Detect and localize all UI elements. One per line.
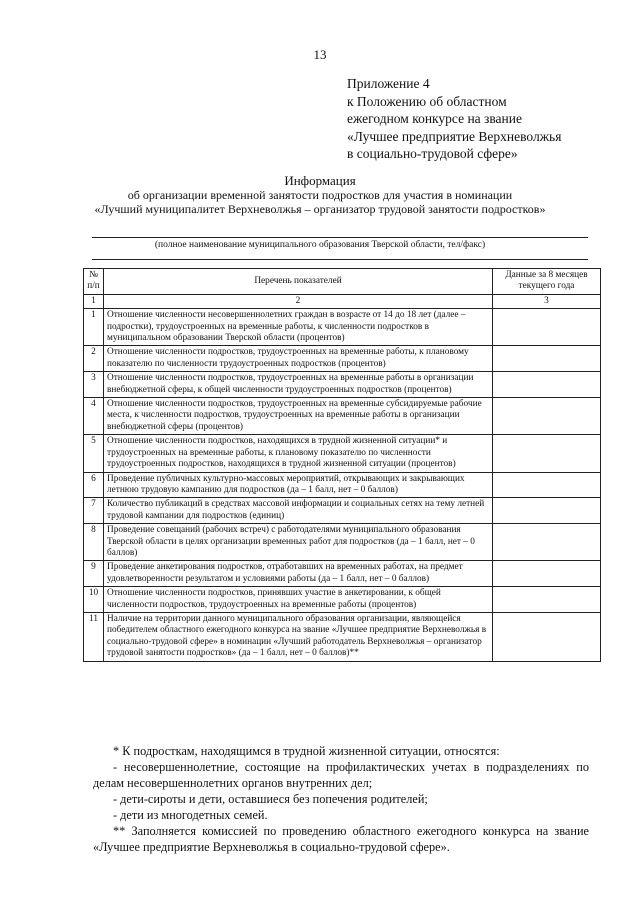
row-number: 6: [84, 472, 104, 498]
municipality-fill-line: [92, 237, 588, 238]
header-num: № п/п: [84, 269, 104, 295]
table-column-numbers-row: [84, 294, 601, 308]
table-row: [84, 587, 601, 613]
row-indicator: Проведение совещаний (рабочих встреч) с работодателями муниципального образования Тверской области в целях организации временных работ для подростков (да – 1 балл, нет – 0 баллов): [104, 524, 493, 561]
row-number: 2: [84, 346, 104, 372]
table-row: [84, 372, 601, 398]
appendix-line: ежегодном конкурсе на звание: [347, 111, 522, 126]
table-row: [84, 472, 601, 498]
page-number: 13: [313, 47, 327, 62]
row-number: 4: [84, 398, 104, 435]
municipality-fill-line-2: [92, 259, 588, 260]
col-number: 3: [493, 294, 601, 308]
header-indicators: Перечень показателей: [104, 269, 493, 295]
appendix-line: Приложение 4: [347, 76, 430, 91]
municipality-caption: (полное наименование муниципального образования Тверской области, тел/факс): [154, 240, 486, 250]
appendix-line: в социально-трудовой сфере»: [347, 146, 518, 161]
row-number: 10: [84, 587, 104, 613]
row-indicator: Количество публикаций в средствах массовой информации и социальных сетях на тему летней трудовой кампании для подростков (единиц): [104, 498, 493, 524]
row-value: [493, 472, 601, 498]
row-indicator: Отношение численности подростков, принявших участие в анкетировании, к общей численности подростков, трудоустроенных на временные работы (процентов): [104, 587, 493, 613]
footnote-1-intro: * К подросткам, находящимся в трудной жизненной ситуации, относятся:: [113, 744, 500, 758]
row-value: [493, 587, 601, 613]
row-value: [493, 346, 601, 372]
row-value: [493, 524, 601, 561]
indicators-table: [83, 268, 601, 662]
table-row: [84, 524, 601, 561]
row-value: [493, 612, 601, 661]
table-row: [84, 561, 601, 587]
table-row: [84, 498, 601, 524]
row-indicator: Отношение численности подростков, трудоустроенных на временные субсидируемые рабочие места, к численности подростков, трудоустроенных на временные работы в организации внебюджетной сферы (процентов): [104, 398, 493, 435]
row-indicator: Отношение численности подростков, трудоустроенных на временные работы, к плановому показателю по численности трудоустроенных подростков (процентов): [104, 346, 493, 372]
row-number: 3: [84, 372, 104, 398]
row-value: [493, 435, 601, 472]
row-indicator: Отношение численности подростков, находящихся в трудной жизненной ситуации* и трудоустроенных на временные работы, к плановому показателю по численности трудоустроенных подростков, находящихся в трудной жизненной ситуации (процентов): [104, 435, 493, 472]
col-number: 1: [84, 294, 104, 308]
row-number: 9: [84, 561, 104, 587]
info-title: Информация: [284, 173, 356, 188]
col-number: 2: [104, 294, 493, 308]
row-value: [493, 372, 601, 398]
table-row: [84, 612, 601, 661]
footnote-item: - дети-сироты и дети, оставшиеся без попечения родителей;: [113, 792, 428, 806]
footnote-item: - дети из многодетных семей.: [113, 808, 268, 822]
footnotes: [93, 743, 589, 855]
header-data: Данные за 8 месяцев текущего года: [493, 269, 601, 295]
table-row: [84, 309, 601, 346]
footnote-item: - несовершеннолетние, состоящие на профилактических учетах в подразделениях по делам несовершеннолетних органов внутренних дел;: [93, 760, 589, 790]
info-subtitle-line-1: об организации временной занятости подростков для участия в номинации: [127, 188, 513, 202]
table-row: [84, 398, 601, 435]
row-indicator: Проведение публичных культурно-массовых мероприятий, открывающих и закрывающих летнюю трудовую кампанию для подростков (да – 1 балл, нет – 0 баллов): [104, 472, 493, 498]
table-row: [84, 435, 601, 472]
row-indicator: Наличие на территории данного муниципального образования организации, являющейся победителем областного ежегодного конкурса на звание «Лучшее предприятие Верхневолжья в социально-трудовой сфере» в номинации «Лучший работодатель Верхневолжья – организатор трудовой занятости подростков» (да – 1 балл, нет – 0 баллов)**: [104, 612, 493, 661]
row-value: [493, 398, 601, 435]
row-indicator: Проведение анкетирования подростков, отработавших на временных работах, на предмет удовлетворенности результатом и условиями работы (да – 1 балл, нет – 0 баллов): [104, 561, 493, 587]
appendix-line: «Лучшее предприятие Верхневолжья: [347, 128, 562, 144]
row-number: 8: [84, 524, 104, 561]
footnote-2: ** Заполняется комиссией по проведению областного ежегодного конкурса на звание «Лучшее предприятие Верхневолжья в социально-трудовой сфере».: [93, 824, 589, 854]
row-number: 7: [84, 498, 104, 524]
appendix-line: к Положению об областном: [347, 93, 507, 109]
info-subtitle: [0, 188, 640, 216]
row-number: 5: [84, 435, 104, 472]
row-number: 11: [84, 612, 104, 661]
row-value: [493, 498, 601, 524]
appendix-heading: [347, 75, 637, 163]
table-header-row: [84, 269, 601, 295]
row-indicator: Отношение численности подростков, трудоустроенных на временные работы в организации внебюджетной сферы, к общей численности трудоустроенных подростков (процентов): [104, 372, 493, 398]
table-row: [84, 346, 601, 372]
info-subtitle-line-2: «Лучший муниципалитет Верхневолжья – организатор трудовой занятости подростков»: [94, 202, 546, 216]
row-indicator: Отношение численности несовершеннолетних граждан в возрасте от 14 до 18 лет (далее – подростки), трудоустроенных на временные работы, к численности подростков в муниципальном образовании Тверской области (процентов): [104, 309, 493, 346]
row-value: [493, 309, 601, 346]
row-value: [493, 561, 601, 587]
row-number: 1: [84, 309, 104, 346]
